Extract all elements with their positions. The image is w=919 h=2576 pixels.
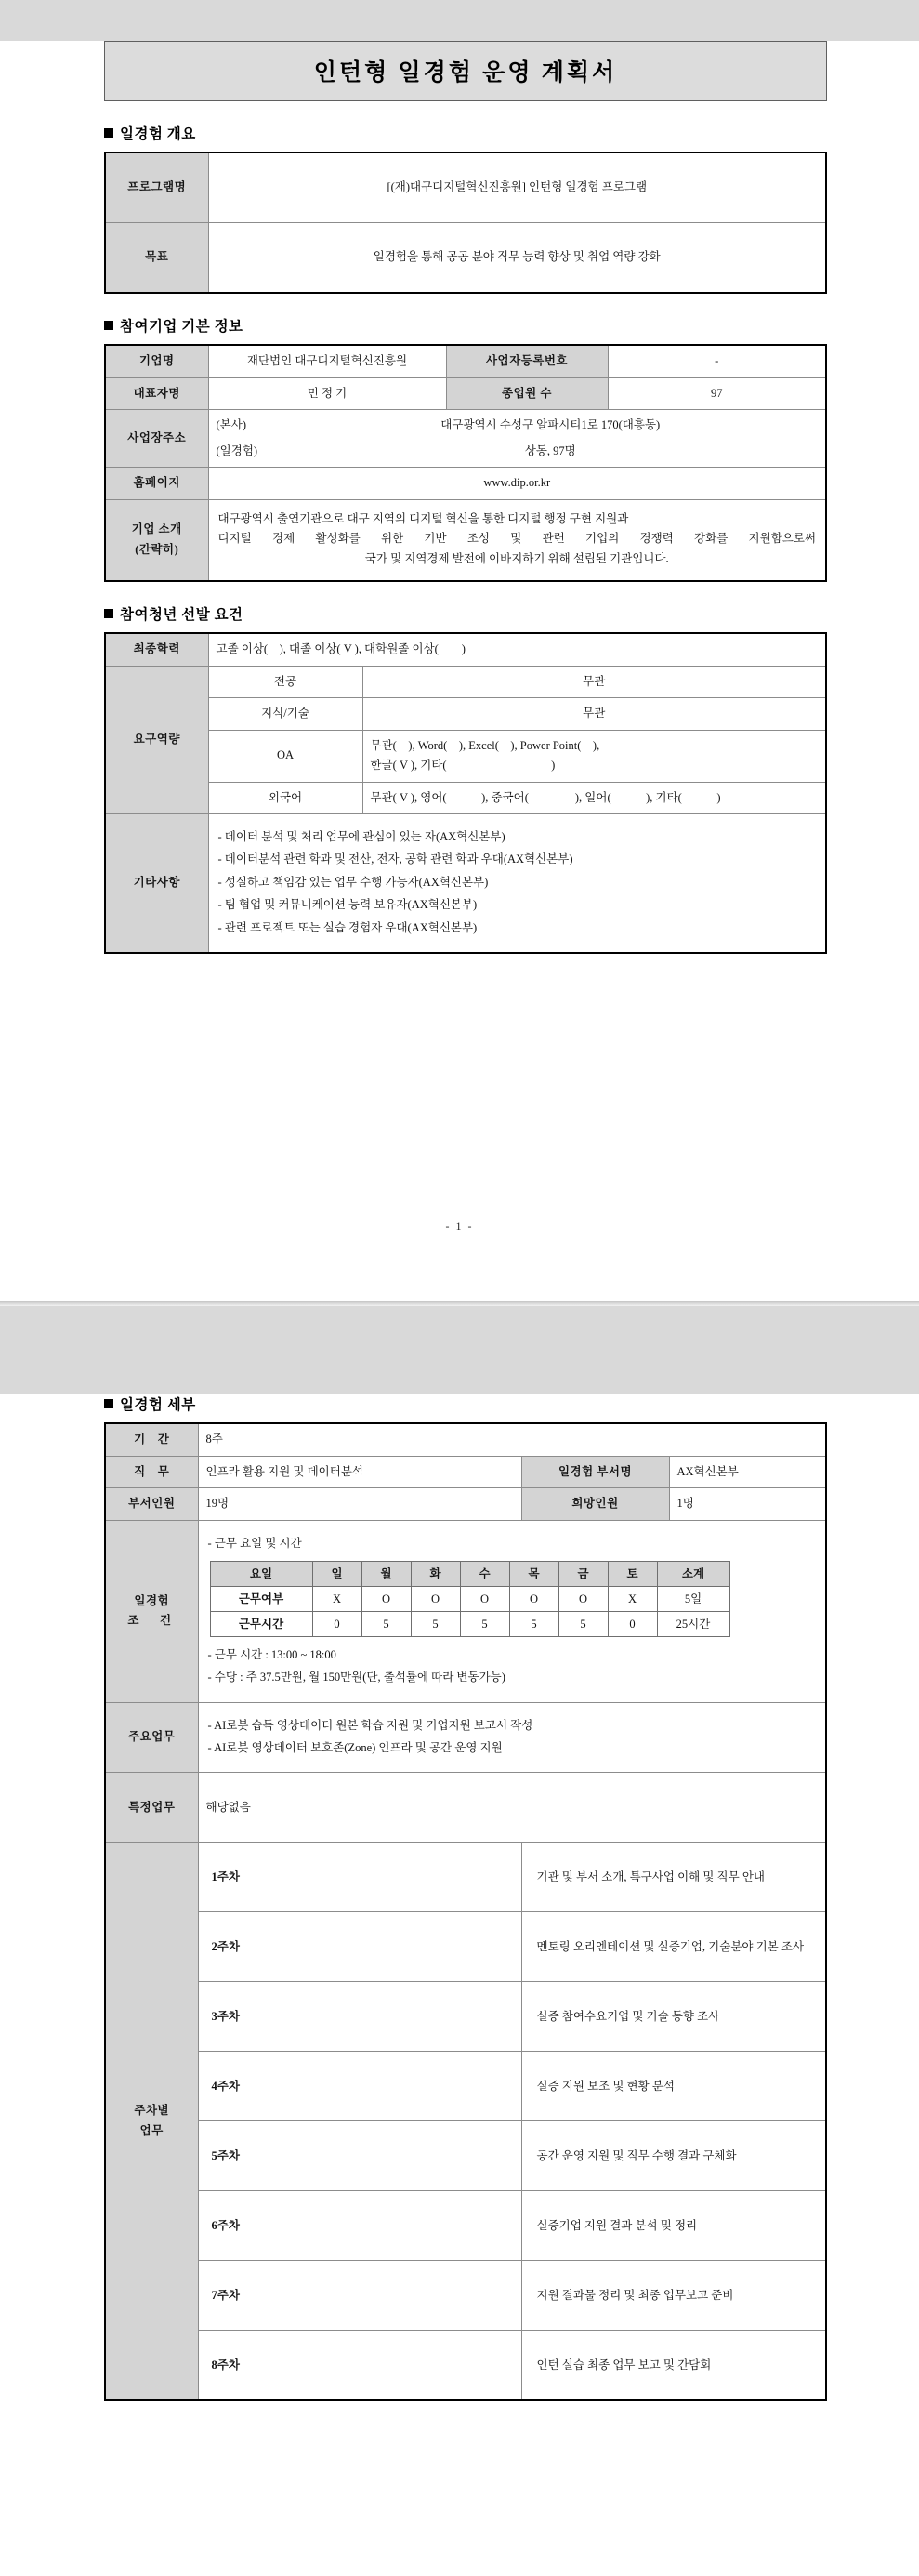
list-item: - 팀 협업 및 커뮤니케이션 능력 보유자(AX혁신본부) <box>217 898 478 912</box>
special-duty-label: 특정업무 <box>105 1773 198 1843</box>
work-condition-label <box>105 1520 198 1702</box>
table-row <box>105 2052 826 2121</box>
table-row <box>105 666 826 698</box>
language-label: 외국어 <box>208 782 362 814</box>
weekly-week-0: 1주차 <box>198 1843 521 1912</box>
address-label: 사업장주소 <box>105 410 208 468</box>
overview-row-1-value: 일경험을 통해 공공 분야 직무 능력 향상 및 취업 역량 강화 <box>208 223 826 294</box>
list-item: - AI로봇 습득 영상데이터 원본 학습 지원 및 기업지원 보고서 작성 <box>207 1718 533 1732</box>
weekly-week-2: 3주차 <box>198 1982 521 2052</box>
major-value: 무관 <box>362 666 826 698</box>
list-item: - 성실하고 책임감 있는 업무 수행 가능자(AX혁신본부) <box>217 875 489 889</box>
weekly-task-2: 실증 참여수요기업 및 기술 동향 조사 <box>521 1982 826 2052</box>
business-number-label: 사업자등록번호 <box>446 345 608 377</box>
overview-row-1-label: 목표 <box>105 223 208 294</box>
section-heading-requirements-label: 참여청년 선발 요건 <box>120 607 243 623</box>
table-row <box>105 377 826 410</box>
skill-label: 지식/기술 <box>208 698 362 731</box>
requirements-table <box>104 632 827 954</box>
work-condition-value <box>198 1520 826 1702</box>
schedule-row-0-label: 근무여부 <box>210 1586 312 1611</box>
overview-table <box>104 152 827 294</box>
company-intro-label-line1: 기업 소개 <box>131 522 182 536</box>
schedule-row-1-value-3: 5 <box>460 1611 509 1636</box>
schedule-row-1-value-4: 5 <box>509 1611 558 1636</box>
address-site-label: (일경험) <box>216 443 258 457</box>
table-row <box>105 1982 826 2052</box>
homepage-label: 홈페이지 <box>105 468 208 500</box>
detail-table <box>104 1422 827 2401</box>
table-row <box>105 2191 826 2261</box>
main-duty-value <box>198 1702 826 1773</box>
overview-row-0-value: [(재)대구디지털혁신진흥원] 인턴형 일경험 프로그램 <box>208 152 826 223</box>
etc-label: 기타사항 <box>105 814 208 953</box>
etc-value <box>208 814 826 953</box>
list-item: - AI로봇 영상데이터 보호존(Zone) 인프라 및 공간 운영 지원 <box>207 1741 503 1754</box>
schedule-row-0-value-4: O <box>509 1586 558 1611</box>
competency-label: 요구역량 <box>105 666 208 814</box>
square-bullet-icon <box>104 321 113 330</box>
schedule-row-1-label: 근무시간 <box>210 1611 312 1636</box>
weekly-task-6: 지원 결과물 정리 및 최종 업무보고 준비 <box>521 2261 826 2331</box>
schedule-header-3: 화 <box>411 1561 460 1586</box>
section-heading-company-label: 참여기업 기본 정보 <box>120 319 243 335</box>
oa-value <box>362 730 826 782</box>
weekly-task-7: 인턴 실습 최종 업무 보고 및 간담회 <box>521 2331 826 2401</box>
schedule-header-4: 수 <box>460 1561 509 1586</box>
table-row <box>105 1520 826 1702</box>
weekly-task-5: 실증기업 지원 결과 분석 및 정리 <box>521 2191 826 2261</box>
table-row <box>210 1586 729 1611</box>
schedule-row-0-value-0: X <box>312 1586 361 1611</box>
company-intro-label-line2: (간략히) <box>135 542 179 556</box>
department-value: AX혁신본부 <box>669 1456 826 1488</box>
major-label: 전공 <box>208 666 362 698</box>
schedule-row-1-value-5: 5 <box>558 1611 608 1636</box>
work-condition-label-line1: 일경험 <box>134 1593 170 1607</box>
weekly-task-3: 실증 지원 보조 및 현황 분석 <box>521 2052 826 2121</box>
company-intro-line-0: 대구광역시 출연기관으로 대구 지역의 디지털 혁신을 통한 디지털 행정 구현 지원과 <box>217 511 629 525</box>
list-item: - 데이터분석 관련 학과 및 전산, 전자, 공학 관련 학과 우대(AX혁신본부) <box>217 852 573 866</box>
schedule-row-1-value-6: 0 <box>608 1611 657 1636</box>
wanted-count-label: 희망인원 <box>521 1488 669 1521</box>
table-row <box>105 2121 826 2191</box>
page-separator <box>0 1301 919 1306</box>
table-row <box>105 1912 826 1982</box>
schedule-row-0-value-6: X <box>608 1586 657 1611</box>
etc-list <box>218 826 817 939</box>
table-row <box>105 730 826 782</box>
main-duty-list <box>208 1714 817 1760</box>
table-row <box>105 1488 826 1521</box>
period-value: 8주 <box>198 1423 826 1456</box>
education-label: 최종학력 <box>105 633 208 666</box>
company-info-table <box>104 344 827 582</box>
table-row <box>105 1773 826 1843</box>
skill-value: 무관 <box>362 698 826 731</box>
company-intro-value <box>208 499 826 581</box>
schedule-row-0-value-1: O <box>361 1586 411 1611</box>
company-intro-label <box>105 499 208 581</box>
table-row <box>105 468 826 500</box>
oa-value-line1: 무관( ), Word( ), Excel( ), Power Point( ), <box>370 738 600 752</box>
table-row <box>105 152 826 223</box>
weekly-task-label-line1: 주차별 <box>134 2104 170 2118</box>
table-row <box>210 1611 729 1636</box>
schedule-row-0-total: 5일 <box>657 1586 729 1611</box>
page-number: - 1 - <box>445 1220 474 1233</box>
weekly-week-7: 8주차 <box>198 2331 521 2401</box>
square-bullet-icon <box>104 1399 113 1408</box>
table-row <box>105 698 826 731</box>
language-value: 무관( V ), 영어( ), 중국어( ), 일어( ), 기타( ) <box>362 782 826 814</box>
weekly-week-5: 6주차 <box>198 2191 521 2261</box>
schedule-header-7: 토 <box>608 1561 657 1586</box>
work-condition-intro: - 근무 요일 및 시간 <box>207 1536 302 1550</box>
table-row <box>105 633 826 666</box>
oa-label: OA <box>208 730 362 782</box>
schedule-header-8: 소계 <box>657 1561 729 1586</box>
main-duty-label: 주요업무 <box>105 1702 198 1773</box>
table-row <box>105 1456 826 1488</box>
square-bullet-icon <box>104 609 113 618</box>
homepage-value: www.dip.or.kr <box>208 468 826 500</box>
schedule-row-1-value-1: 5 <box>361 1611 411 1636</box>
table-row <box>105 1843 826 1912</box>
table-row <box>105 1423 826 1456</box>
table-row <box>105 814 826 953</box>
section-heading-detail <box>104 1394 827 1414</box>
list-item: - 관련 프로젝트 또는 실습 경험자 우대(AX혁신본부) <box>217 920 478 934</box>
table-row <box>105 410 826 468</box>
oa-value-line2: 한글( V ), 기타( ) <box>370 759 556 772</box>
table-row <box>105 2331 826 2401</box>
table-row <box>210 1561 729 1586</box>
company-intro-line-1: 디지털 경제 활성화를 위한 기반 조성 및 관련 기업의 경쟁력 강화를 지원함으로써 <box>217 532 816 545</box>
weekly-week-6: 7주차 <box>198 2261 521 2331</box>
weekly-task-label-line2: 업무 <box>139 2123 164 2137</box>
employee-count-label: 종업원 수 <box>446 377 608 410</box>
document-page-2 <box>0 1394 919 2576</box>
weekly-task-1: 멘토링 오리엔테이션 및 실증기업, 기술분야 기본 조사 <box>521 1912 826 1982</box>
education-value: 고졸 이상( ), 대졸 이상( V ), 대학원졸 이상( ) <box>208 633 826 666</box>
company-name-value: 재단법인 대구디지털혁신진흥원 <box>208 345 446 377</box>
table-row <box>105 1702 826 1773</box>
work-schedule-table <box>210 1561 730 1637</box>
schedule-header-6: 금 <box>558 1561 608 1586</box>
schedule-header-2: 월 <box>361 1561 411 1586</box>
weekly-week-3: 4주차 <box>198 2052 521 2121</box>
address-hq-label: (본사) <box>216 418 246 431</box>
ceo-label: 대표자명 <box>105 377 208 410</box>
work-condition-note-0: - 근무 시간 : 13:00 ~ 18:00 <box>207 1647 336 1661</box>
schedule-header-5: 목 <box>509 1561 558 1586</box>
company-name-label: 기업명 <box>105 345 208 377</box>
ceo-value: 민 정 기 <box>208 377 446 410</box>
section-heading-requirements <box>104 603 827 624</box>
weekly-task-0: 기관 및 부서 소개, 특구사업 이해 및 직무 안내 <box>521 1843 826 1912</box>
address-hq-value: 대구광역시 수성구 알파시티1로 170(대흥동) <box>440 418 661 431</box>
schedule-row-0-value-3: O <box>460 1586 509 1611</box>
list-item: - 데이터 분석 및 처리 업무에 관심이 있는 자(AX혁신본부) <box>217 830 505 843</box>
department-size-value: 19명 <box>198 1488 521 1521</box>
document-title: 인턴형 일경험 운영 계획서 <box>104 41 827 101</box>
schedule-row-1-total: 25시간 <box>657 1611 729 1636</box>
square-bullet-icon <box>104 128 113 138</box>
special-duty-value: 해당없음 <box>198 1773 826 1843</box>
address-value-cell <box>208 410 826 468</box>
address-hq-row <box>217 416 819 436</box>
section-heading-overview-label: 일경험 개요 <box>120 126 196 142</box>
schedule-row-1-value-2: 5 <box>411 1611 460 1636</box>
business-number-value: - <box>608 345 826 377</box>
table-row <box>105 345 826 377</box>
period-label: 기 간 <box>105 1423 198 1456</box>
employee-count-value: 97 <box>608 377 826 410</box>
schedule-header-0: 요일 <box>210 1561 312 1586</box>
weekly-task-label <box>105 1843 198 2401</box>
schedule-row-0-value-2: O <box>411 1586 460 1611</box>
department-size-label: 부서인원 <box>105 1488 198 1521</box>
job-label: 직 무 <box>105 1456 198 1488</box>
weekly-week-4: 5주차 <box>198 2121 521 2191</box>
section-heading-detail-label: 일경험 세부 <box>120 1397 196 1413</box>
weekly-week-1: 2주차 <box>198 1912 521 1982</box>
table-row <box>105 782 826 814</box>
schedule-header-1: 일 <box>312 1561 361 1586</box>
section-heading-overview <box>104 123 827 143</box>
address-site-row <box>217 442 819 462</box>
overview-row-0-label: 프로그램명 <box>105 152 208 223</box>
table-row <box>105 223 826 294</box>
address-site-value: 상동, 97명 <box>524 443 576 457</box>
schedule-row-0-value-5: O <box>558 1586 608 1611</box>
wanted-count-value: 1명 <box>669 1488 826 1521</box>
work-condition-label-line2: 조 건 <box>127 1614 177 1628</box>
table-row <box>105 499 826 581</box>
table-row <box>105 2261 826 2331</box>
company-intro-line-2: 국가 및 지역경제 발전에 이바지하기 위해 설립된 기관입니다. <box>364 551 669 565</box>
section-heading-company <box>104 315 827 336</box>
job-value: 인프라 활용 지원 및 데이터분석 <box>198 1456 521 1488</box>
weekly-task-4: 공간 운영 지원 및 직무 수행 결과 구체화 <box>521 2121 826 2191</box>
schedule-row-1-value-0: 0 <box>312 1611 361 1636</box>
document-page-1 <box>0 41 919 1301</box>
work-condition-note-1: - 수당 : 주 37.5만원, 월 150만원(단, 출석률에 따라 변동가능) <box>207 1671 505 1684</box>
department-label: 일경험 부서명 <box>521 1456 669 1488</box>
